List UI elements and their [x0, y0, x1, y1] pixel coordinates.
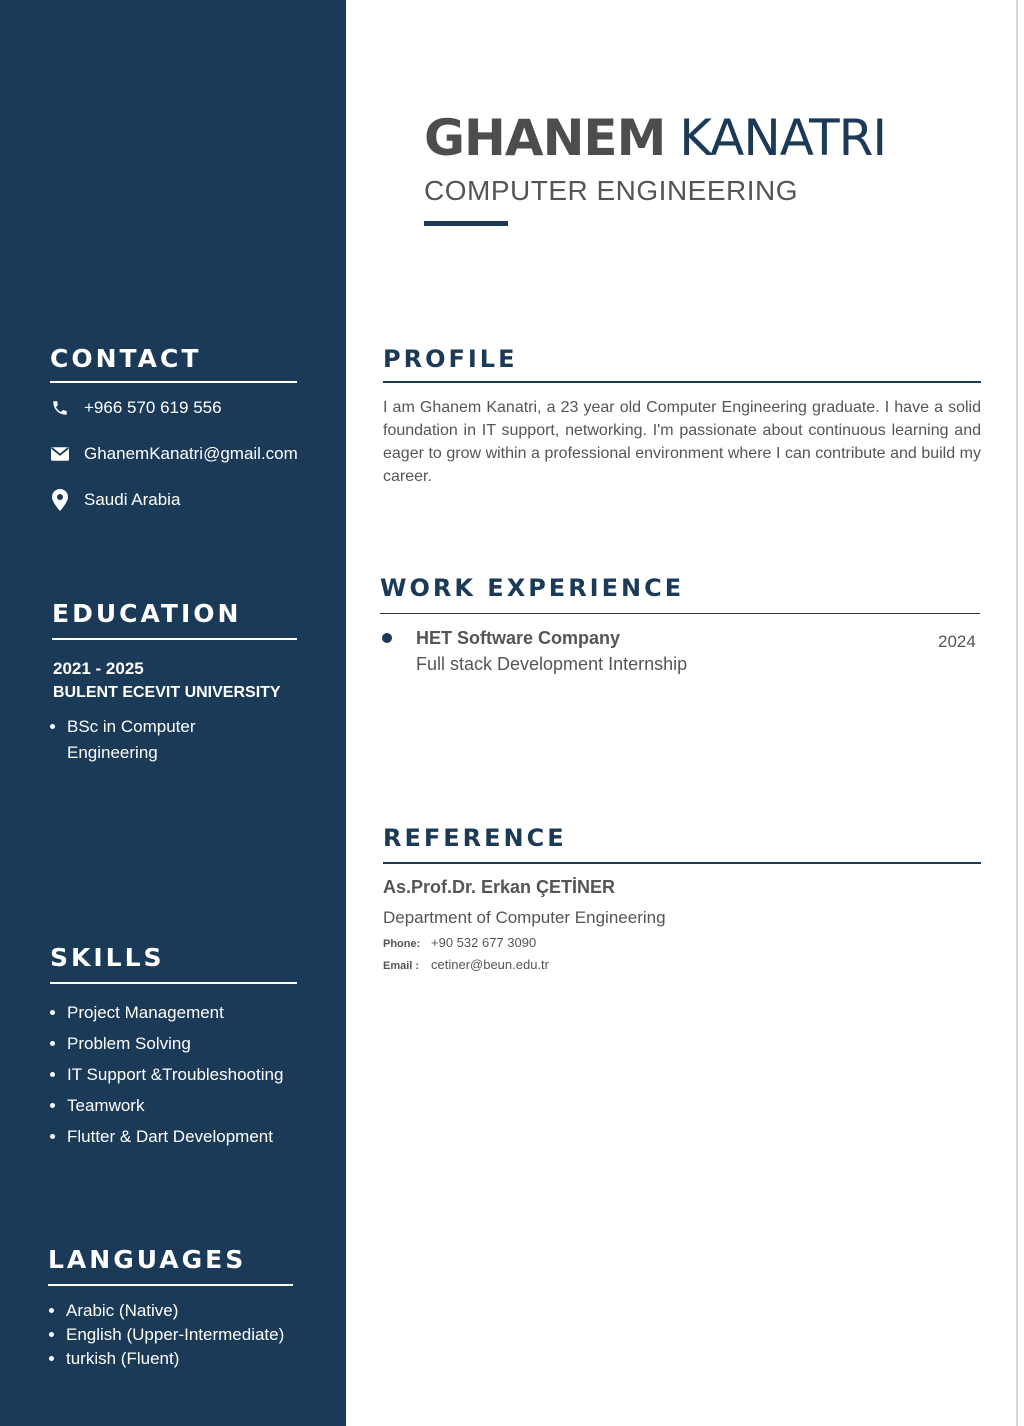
contact-location-text: Saudi Arabia [84, 490, 181, 509]
phone-icon [50, 398, 70, 418]
title-accent-bar [424, 221, 508, 226]
work-divider [380, 613, 980, 614]
education-degree-list [50, 714, 196, 766]
contact-divider [50, 381, 297, 383]
languages-list [49, 1299, 284, 1371]
profile-divider [383, 381, 981, 383]
degree-line-2: Engineering [67, 743, 158, 762]
contact-heading: CONTACT [50, 344, 202, 373]
work-company: HET Software Company [416, 628, 621, 648]
skill-item: • IT Support &Troubleshooting [67, 1059, 283, 1090]
last-name: KANATRI [679, 109, 887, 167]
skills-heading: SKILLS [50, 943, 165, 972]
contact-location [50, 490, 180, 510]
page-edge [1016, 0, 1018, 1426]
job-title: COMPUTER ENGINEERING [424, 175, 799, 206]
languages-divider [48, 1284, 293, 1286]
reference-department: Department of Computer Engineering [383, 908, 666, 927]
profile-text: I am Ghanem Kanatri, a 23 year old Computer Engineering graduate. I have a solid foundation in IT support, networking. I'm passionate about continuous learning and eager to grow within a professional environment where I can contribute and build my career. [383, 399, 981, 485]
reference-phone-row [383, 935, 536, 950]
work-role: Full stack Development Internship [416, 654, 688, 674]
education-years: 2021 - 2025 [53, 659, 144, 678]
work-heading: WORK EXPERIENCE [380, 574, 685, 602]
skills-list [50, 997, 283, 1152]
language-item: • Arabic (Native) [66, 1299, 284, 1323]
contact-phone [50, 398, 222, 418]
contact-phone-text: +966 570 619 556 [84, 398, 222, 417]
first-name: GHANEM [424, 109, 666, 167]
full-name [424, 108, 886, 168]
reference-email-label: Email : [383, 960, 420, 972]
work-bullet [382, 633, 392, 643]
reference-divider [383, 862, 981, 864]
languages-heading: LANGUAGES [48, 1245, 247, 1274]
degree-line-1: BSc in Computer [67, 717, 196, 736]
sidebar [0, 0, 346, 1426]
skill-item: • Teamwork [67, 1090, 283, 1121]
reference-email: cetiner@beun.edu.tr [431, 957, 549, 972]
reference-phone: +90 532 677 3090 [431, 935, 537, 950]
language-item: • turkish (Fluent) [66, 1347, 284, 1371]
contact-email [50, 444, 298, 464]
reference-heading: REFERENCE [383, 824, 567, 852]
language-item: • English (Upper-Intermediate) [66, 1323, 284, 1347]
education-heading: EDUCATION [52, 599, 242, 628]
education-degree [67, 714, 196, 766]
profile-heading: PROFILE [383, 345, 518, 373]
skill-item: • Flutter & Dart Development [67, 1121, 283, 1152]
skill-item: • Project Management [67, 997, 283, 1028]
reference-name: As.Prof.Dr. Erkan ÇETİNER [383, 877, 616, 897]
mail-icon [50, 444, 70, 464]
work-year: 2024 [938, 632, 976, 651]
education-school: BULENT ECEVIT UNIVERSITY [53, 684, 281, 701]
reference-phone-label: Phone: [383, 938, 421, 950]
contact-email-text: GhanemKanatri@gmail.com [84, 444, 298, 463]
skill-item: • Problem Solving [67, 1028, 283, 1059]
education-divider [52, 638, 297, 640]
skills-divider [50, 982, 297, 984]
location-pin-icon [50, 490, 70, 510]
reference-email-row [383, 957, 549, 972]
